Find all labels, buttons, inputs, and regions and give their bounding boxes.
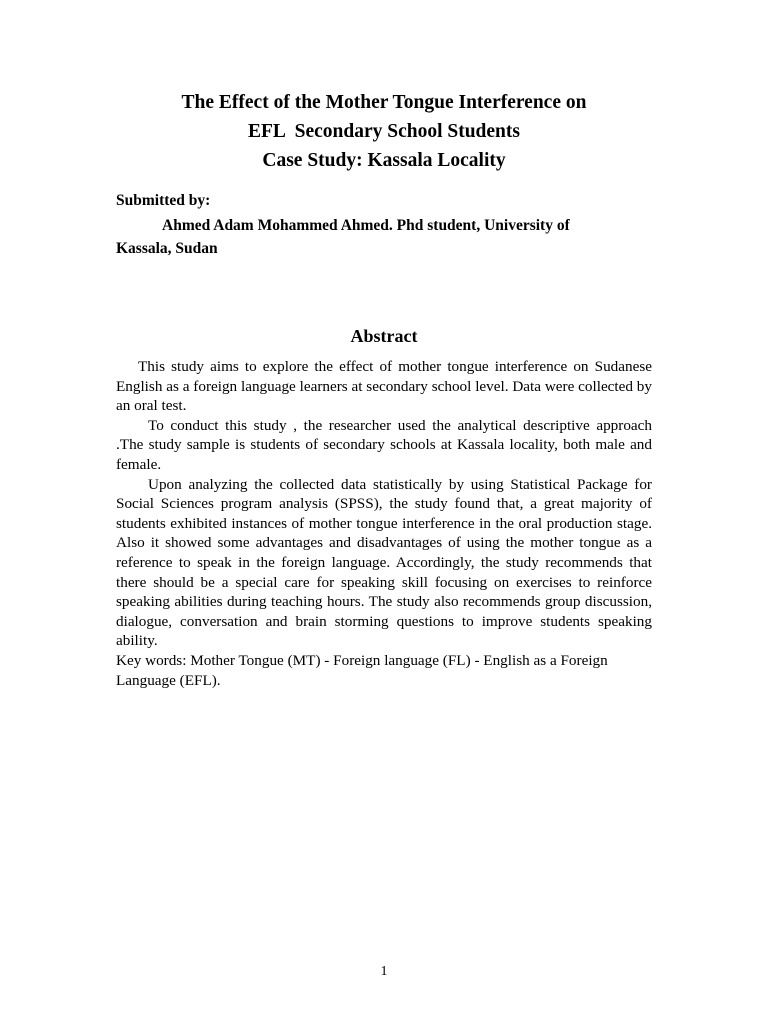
abstract-paragraph-2: To conduct this study , the researcher used the analytical descriptive approach .The study sample is students of secondary schools at Kassala locality, both male and female. bbox=[116, 416, 652, 473]
title-line-2: EFL Secondary School Students bbox=[248, 121, 520, 142]
author-info bbox=[116, 214, 652, 260]
author-line-1: Ahmed Adam Mohammed Ahmed. Phd student, University of bbox=[162, 217, 570, 234]
abstract-paragraph-1: This study aims to explore the effect of mother tongue interference on Sudanese English as a foreign language learners at secondary school level. Data were collected by an oral test. bbox=[116, 358, 652, 415]
submitted-by-label: Submitted by: bbox=[116, 192, 211, 209]
abstract-heading: Abstract bbox=[350, 326, 418, 346]
page-number: 1 bbox=[380, 964, 388, 979]
abstract-body bbox=[116, 357, 652, 690]
title-line-1: The Effect of the Mother Tongue Interference on bbox=[181, 92, 587, 113]
abstract-paragraph-3: Upon analyzing the collected data statistically by using Statistical Package for Social Sciences program analysis (SPSS), the study found that, a great majority of students exhibited instances of mother tongue interference in the oral production stage. Also it showed some advantages and disadvantages of using the mother tongue as a reference to speak in the foreign language. Accordingly, the study recommends that there should be a special care for speaking skill focusing on exercises to reinforce speaking abilities during teaching hours. The study also recommends group discussion, dialogue, conversation and brain storming questions to improve students speaking ability. bbox=[116, 475, 652, 650]
keywords-paragraph: Key words: Mother Tongue (MT) - Foreign language (FL) - English as a Foreign Language (EFL). bbox=[116, 651, 608, 689]
paper-title bbox=[116, 88, 652, 175]
author-line-2: Kassala, Sudan bbox=[116, 240, 218, 257]
title-line-3: Case Study: Kassala Locality bbox=[262, 150, 506, 171]
